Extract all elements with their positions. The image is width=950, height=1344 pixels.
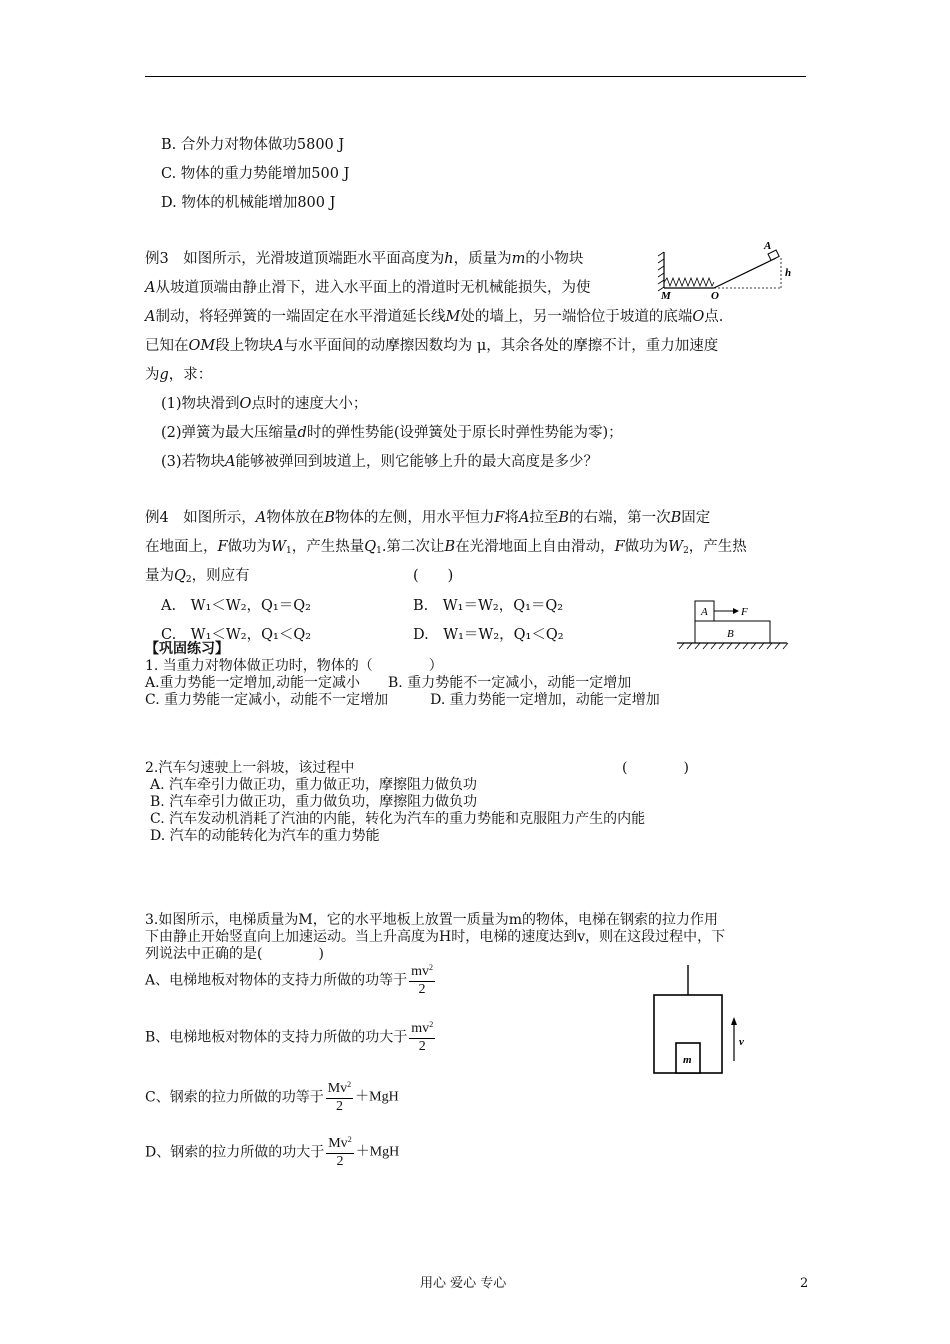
practice-q1: 1. 当重力对物体做正功时，物体的（ ） — [145, 658, 443, 674]
practice-q2-paren: ( ) — [622, 760, 689, 776]
ex3-line-4: 已知在OM段上物块A与水平面间的动摩擦因数均为 μ，其余各处的摩擦不计，重力加速度 — [145, 338, 719, 354]
fig-label-F: F — [741, 606, 748, 618]
practice-q3-option-d: D、钢索的拉力所做的功大于 $\frac{Mv^2}{2}$ ＋MgH — [145, 1135, 400, 1169]
fig-label-v: v — [739, 1036, 744, 1048]
ex4-line-1: 例4 如图所示，A物体放在B物体的左侧，用水平恒力F将A拉至B的右端，第一次B固定 — [145, 510, 711, 526]
practice-q2-option-b: B. 汽车牵引力做正功，重力做负功，摩擦阻力做负功 — [150, 794, 478, 810]
practice-q3-option-b: B、电梯地板对物体的支持力所做的功大于 $\frac{mv^2}{2}$ — [145, 1020, 434, 1054]
fig-label-h: h — [785, 267, 792, 279]
practice-q3-line-2: 下由静止开始竖直向上加速运动。当上升高度为H时，电梯的速度达到v，则在这段过程中，下 — [145, 929, 726, 945]
practice-q3-option-a: A、电梯地板对物体的支持力所做的功等于 $\frac{mv^2}{2}$ — [145, 963, 433, 997]
ex3-slope-diagram — [656, 236, 802, 302]
ex3-question-1: (1)物块滑到O点时的速度大小； — [161, 396, 368, 412]
fig-label-A: A — [701, 606, 708, 618]
prev-option-b: B. 合外力对物体做功5800 J — [161, 137, 345, 153]
practice-q3-option-c: C、钢索的拉力所做的功等于 $\frac{Mv^2}{2}$ ＋MgH — [145, 1080, 399, 1114]
fig-label-m: m — [683, 1054, 692, 1066]
practice-q3-line-1: 3.如图所示，电梯质量为M，它的水平地板上放置一质量为m的物体，电梯在钢索的拉力作用 — [145, 912, 718, 928]
elevator-diagram — [648, 963, 748, 1077]
practice-q2-option-c: C. 汽车发动机消耗了汽油的内能，转化为汽车的重力势能和克服阻力产生的内能 — [150, 811, 646, 827]
practice-q2-option-d: D. 汽车的动能转化为汽车的重力势能 — [150, 828, 380, 844]
practice-q3-line-3: 列说法中正确的是( ) — [145, 946, 324, 962]
ex4-block-diagram — [675, 596, 793, 654]
ex3-line-2: A从坡道顶端由静止滑下，进入水平面上的滑道时无机械能损失，为使 — [145, 280, 591, 296]
practice-q2-option-a: A. 汽车牵引力做正功，重力做正功，摩擦阻力做负功 — [150, 777, 478, 793]
ex4-answer-paren: ( ) — [413, 568, 454, 584]
ex4-option-a: A. W₁＜W₂，Q₁＝Q₂ — [161, 598, 311, 614]
ex3-question-2: (2)弹簧为最大压缩量d时的弹性势能(设弹簧处于原长时弹性势能为零)； — [161, 425, 623, 441]
fig-label-O: O — [711, 290, 719, 302]
ex3-line-3: A制动，将轻弹簧的一端固定在水平滑道延长线M处的墙上，另一端恰位于坡道的底端O点. — [145, 309, 724, 325]
ex4-line-3: 量为$Q_2$，则应有 — [145, 568, 250, 585]
practice-q1-options-ab: A.重力势能一定增加,动能一定减小 B. 重力势能不一定减小，动能一定增加 — [145, 675, 632, 691]
ex4-line-2: 在地面上，F做功为$W_1$，产生热量$Q_1$.第二次让B在光滑地面上自由滑动，F做功为$W_2$，产生热 — [145, 539, 747, 556]
fig-label-M: M — [661, 290, 671, 302]
ex3-question-3: (3)若物块A能够被弹回到坡道上，则它能够上升的最大高度是多少？ — [161, 454, 599, 470]
ex4-option-d: D. W₁＝W₂，Q₁＜Q₂ — [413, 627, 564, 643]
prev-option-d: D. 物体的机械能增加800 J — [161, 195, 336, 211]
header-rule — [145, 76, 806, 77]
fig-label-A: A — [764, 240, 772, 252]
ex3-line-1: 例3 如图所示，光滑坡道顶端距水平面高度为h，质量为m的小物块 — [145, 251, 584, 267]
ex3-line-5: 为g，求： — [145, 367, 213, 383]
ex4-option-c: C. W₁＜W₂，Q₁＜Q₂ — [161, 627, 312, 643]
practice-q2: 2.汽车匀速驶上一斜坡，该过程中 — [145, 760, 355, 776]
page-number: 2 — [800, 1276, 809, 1291]
practice-heading: 【巩固练习】 — [145, 641, 229, 657]
fig-label-B: B — [727, 628, 734, 640]
ex4-option-b: B. W₁＝W₂，Q₁＝Q₂ — [413, 598, 564, 614]
practice-q1-options-cd: C. 重力势能一定减小，动能不一定增加 D. 重力势能一定增加，动能一定增加 — [145, 692, 660, 708]
footer-motto: 用心 爱心 专心 — [420, 1276, 507, 1291]
prev-option-c: C. 物体的重力势能增加500 J — [161, 166, 350, 182]
